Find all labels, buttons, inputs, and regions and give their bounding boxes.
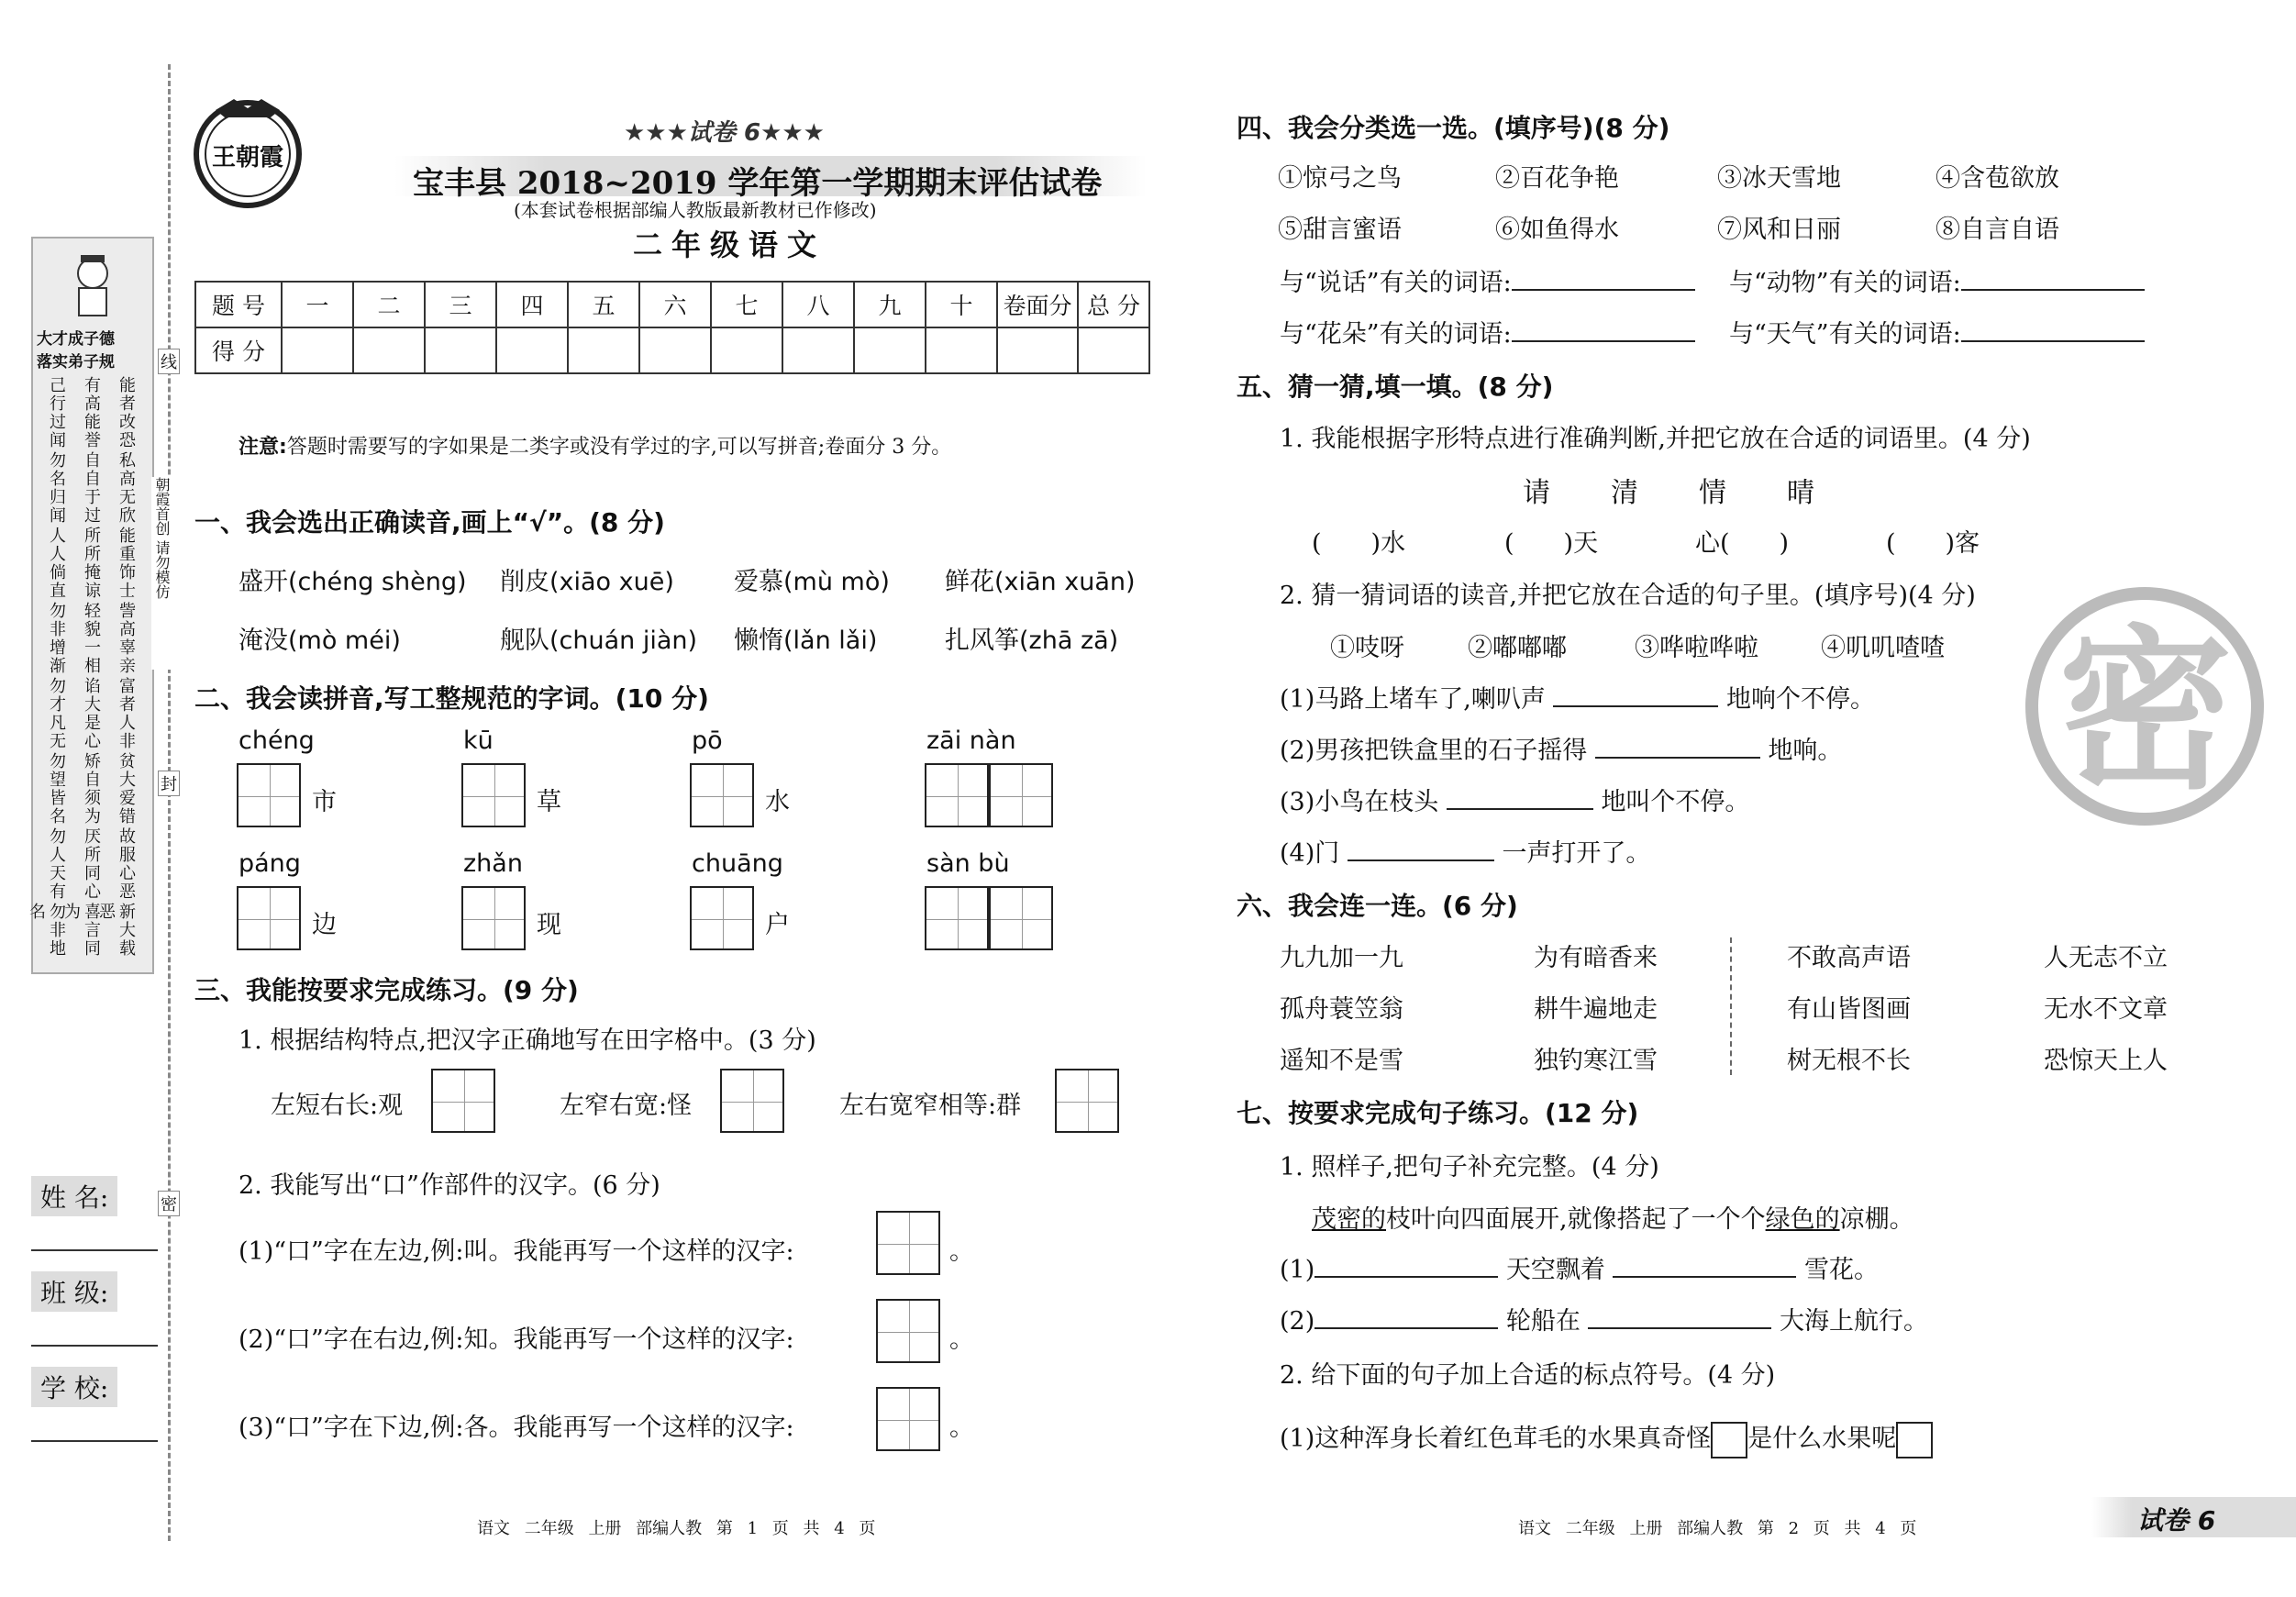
q7-line1-post: 雪花。 — [1804, 1256, 1880, 1284]
footer-right: 语文 二年级 上册 部编人教 第 2 页 共 4 页 — [1518, 1519, 1917, 1538]
score-input-cell[interactable] — [1078, 327, 1149, 373]
score-header-cell: 四 — [496, 282, 568, 327]
score-header-cell: 一 — [282, 282, 353, 327]
q2-tianzige[interactable] — [989, 763, 1053, 827]
q5-fill[interactable]: ( )天 — [1504, 529, 1599, 558]
q2-tianzige[interactable] — [925, 763, 989, 827]
motto-column: 富者人非 — [116, 677, 136, 750]
q5-sub2: 2. 猜一猜词语的读音,并把它放在合适的句子里。(填序号)(4 分) — [1280, 582, 1976, 610]
score-input-cell[interactable] — [997, 327, 1078, 373]
q6-item[interactable]: 恐惊天上人 — [2044, 1047, 2168, 1075]
footer-left: 语文 二年级 上册 部编人教 第 1 页 共 4 页 — [477, 1519, 876, 1538]
q6-item[interactable]: 遥知不是雪 — [1280, 1047, 1403, 1075]
q4-title: 四、我会分类选一选。(填序号)(8 分) — [1237, 113, 1670, 143]
score-input-cell[interactable] — [353, 327, 425, 373]
q7-example-word2: 绿色的 — [1765, 1205, 1840, 1234]
score-header-cell: 八 — [782, 282, 854, 327]
q4-prompt — [1280, 314, 1695, 349]
q4-option: ⑧自言自语 — [1936, 216, 2059, 244]
q3-kou-period: 。 — [949, 1237, 974, 1266]
q5-title: 五、猜一猜,填一填。(8 分) — [1237, 372, 1554, 402]
q4-prompt-label: 与“动物”有关的词语: — [1729, 269, 1961, 297]
q2-pinyin: chuāng — [692, 849, 783, 878]
score-input-cell[interactable] — [568, 327, 639, 373]
q3-kou-tianzige[interactable] — [876, 1299, 940, 1363]
q4-option: ⑦风和日丽 — [1717, 216, 1841, 244]
q2-pinyin: chéng — [238, 726, 315, 755]
q3-kou-prompt: (3)“口”字在下边,例:各。我能再写一个这样的汉字: — [238, 1414, 794, 1442]
score-input-cell[interactable] — [282, 327, 353, 373]
score-input-cell[interactable] — [425, 327, 496, 373]
q5-sentence — [1280, 679, 1875, 715]
motto-column: 喜言同为 — [61, 903, 101, 958]
q4-option: ③冰天雪地 — [1717, 164, 1841, 193]
q2-tianzige[interactable] — [690, 886, 754, 950]
motto-column: 有高能誉 — [82, 376, 101, 449]
q1-option[interactable]: 淹没(mò méi) — [238, 627, 401, 655]
svg-text:王朝霞: 王朝霞 — [211, 144, 284, 172]
q5-sentence-post: 地响个不停。 — [1726, 685, 1876, 714]
margin-word-mi: 密 — [158, 1191, 180, 1216]
motto-column: 能重饰士 — [116, 527, 136, 600]
q5-word: ①吱呀 — [1330, 634, 1404, 662]
score-header-cell: 七 — [711, 282, 782, 327]
q5-sentence-blank[interactable] — [1553, 682, 1718, 707]
q7-example-end: 凉棚。 — [1839, 1205, 1914, 1234]
q6-item[interactable]: 无水不文章 — [2044, 995, 2168, 1024]
q1-option[interactable]: 削皮(xiāo xuē) — [500, 568, 674, 596]
q4-prompt — [1729, 262, 2145, 298]
q2-title: 二、我会读拼音,写工整规范的字词。(10 分) — [194, 683, 709, 714]
q6-item[interactable]: 为有暗香来 — [1534, 944, 1658, 972]
q3-structure-label: 左短右长:观 — [271, 1092, 404, 1120]
q2-pinyin: kū — [463, 726, 494, 755]
q4-option: ⑤甜言蜜语 — [1278, 216, 1402, 244]
score-input-cell[interactable] — [711, 327, 782, 373]
q7-punct-b: 是什么水果呢 — [1747, 1425, 1897, 1453]
q2-tianzige[interactable] — [461, 886, 526, 950]
q3-kou-period: 。 — [949, 1325, 974, 1354]
q3-kou-prompt: (2)“口”字在右边,例:知。我能再写一个这样的汉字: — [238, 1325, 794, 1354]
notice — [238, 431, 951, 460]
q5-char: 请 — [1523, 477, 1550, 509]
publisher-logo — [183, 92, 312, 211]
paper-title: 宝丰县 2018~2019 学年第一学期期末评估试卷 — [413, 165, 1103, 202]
motto-column: 勿人天有 — [47, 827, 66, 901]
q7-line2-mid: 轮船在 — [1505, 1307, 1581, 1336]
q4-answer-blank[interactable] — [1961, 265, 2145, 291]
q4-prompt-label: 与“花朵”有关的词语: — [1280, 320, 1512, 349]
q2-tianzige[interactable] — [690, 763, 754, 827]
q7-sub2: 2. 给下面的句子加上合适的标点符号。(4 分) — [1280, 1361, 1776, 1390]
q7-line2-post: 大海上航行。 — [1780, 1307, 1929, 1336]
q4-answer-blank[interactable] — [1512, 265, 1695, 291]
q7-line1-num: (1) — [1280, 1256, 1315, 1284]
q3-structure-label: 左右宽窄相等:群 — [839, 1092, 1022, 1120]
q1-option[interactable]: 舰队(chuán jiàn) — [500, 627, 698, 655]
q7-sub1: 1. 照样子,把句子补充完整。(4 分) — [1280, 1153, 1659, 1181]
motto-column: 勿非地名 — [27, 903, 66, 958]
q2-pinyin: zhǎn — [463, 849, 523, 878]
q2-given-char: 现 — [537, 911, 561, 939]
q5-sentence-pre: (3)小鸟在枝头 — [1280, 788, 1439, 816]
q4-option: ②百花争艳 — [1495, 164, 1619, 193]
q5-sentence-blank[interactable] — [1595, 733, 1760, 759]
q2-tianzige[interactable] — [237, 763, 301, 827]
motto-column: 勿非增渐 — [47, 602, 66, 675]
q5-sentence-pre: (1)马路上堵车了,喇叭声 — [1280, 685, 1546, 714]
notice-text: 答题时需要写的字如果是二类字或没有学过的字,可以写拼音;卷面分 3 分。 — [286, 436, 952, 459]
q2-pinyin: zāi nàn — [926, 726, 1016, 755]
score-header-cell: 卷面分 — [997, 282, 1078, 327]
q7-line1-blank1[interactable] — [1314, 1252, 1498, 1278]
motto-title-1: 大才成子德 — [37, 330, 115, 349]
q4-prompt-label: 与“说话”有关的词语: — [1280, 269, 1512, 297]
score-input-cell[interactable] — [854, 327, 926, 373]
motto-column: 故服心恶 — [116, 827, 136, 901]
q7-example-word1: 茂密的 — [1312, 1205, 1386, 1234]
score-input-cell[interactable] — [926, 327, 997, 373]
q5-sentence — [1280, 833, 1650, 869]
q1-option[interactable]: 懒惰(lǎn lǎi) — [734, 627, 878, 655]
margin-notice: 朝霞首创 请勿模仿 — [151, 477, 172, 670]
q7-punct — [1280, 1418, 1933, 1458]
q5-sentence — [1280, 782, 1749, 817]
motto-column: 谄大是心 — [82, 677, 101, 750]
q3-kou-tianzige[interactable] — [876, 1387, 940, 1451]
q5-fill[interactable]: 心( ) — [1695, 529, 1790, 558]
q3-tianzige[interactable] — [1055, 1069, 1119, 1133]
q2-given-char: 户 — [765, 911, 790, 939]
q4-option: ⑥如鱼得水 — [1495, 216, 1619, 244]
q5-sentence-post: 地响。 — [1768, 737, 1843, 765]
school-label: 学 校: — [31, 1367, 117, 1407]
q5-sentence-post: 一声打开了。 — [1502, 839, 1651, 868]
q1-option[interactable]: 盛开(chéng shèng) — [238, 568, 467, 596]
q7-line2-num: (2) — [1280, 1307, 1315, 1336]
q7-line2 — [1280, 1301, 1928, 1336]
name-label: 姓 名: — [31, 1176, 117, 1216]
q2-pinyin: pō — [692, 726, 723, 755]
score-row-label: 得 分 — [195, 327, 282, 373]
motto-column: 人人倘直 — [47, 527, 66, 600]
q3-kou-tianzige[interactable] — [876, 1211, 940, 1275]
q2-tianzige[interactable] — [989, 886, 1053, 950]
corner-tag — [2091, 1497, 2296, 1537]
q3-tianzige[interactable] — [720, 1069, 784, 1133]
score-table — [194, 281, 1150, 374]
q5-word: ②嘟嘟嘟 — [1468, 634, 1567, 662]
motto-column: 矫自须为 — [82, 752, 101, 826]
q5-sub1: 1. 我能根据字形特点进行准确判断,并把它放在合适的词语里。(4 分) — [1280, 425, 2031, 453]
q2-tianzige[interactable] — [237, 886, 301, 950]
secret-seal-watermark — [2025, 587, 2264, 826]
q1-option[interactable]: 爱慕(mù mò) — [734, 568, 890, 596]
q1-option[interactable]: 扎风筝(zhā zā) — [945, 627, 1119, 655]
margin-word-xian: 线 — [158, 349, 180, 374]
score-input-cell[interactable] — [782, 327, 854, 373]
motto-column: 私高无欣 — [116, 451, 136, 525]
q4-option: ④含苞欲放 — [1936, 164, 2059, 193]
q2-given-char: 水 — [765, 788, 790, 816]
q5-char: 情 — [1699, 477, 1726, 509]
motto-column: 新大载恶 — [96, 903, 136, 958]
q5-sentence-blank[interactable] — [1447, 784, 1593, 810]
score-header-cell: 题 号 — [195, 282, 282, 327]
q3-tianzige[interactable] — [431, 1069, 495, 1133]
score-header-cell: 三 — [425, 282, 496, 327]
q6-item[interactable]: 不敢高声语 — [1787, 944, 1911, 972]
q5-sentence-pre: (2)男孩把铁盒里的石子摇得 — [1280, 737, 1588, 765]
q7-title: 七、按要求完成句子练习。(12 分) — [1237, 1098, 1639, 1128]
q6-item[interactable]: 有山皆图画 — [1787, 995, 1911, 1024]
q3-kou-period: 。 — [949, 1414, 974, 1442]
q1-title: 一、我会选出正确读音,画上“√”。(8 分) — [194, 507, 665, 538]
score-input-cell[interactable] — [639, 327, 711, 373]
notice-label: 注意: — [238, 436, 287, 459]
motto-column: 厌所同心 — [82, 827, 101, 901]
q7-example — [1312, 1199, 1914, 1235]
q5-sentence — [1280, 730, 1842, 766]
q4-option: ①惊弓之鸟 — [1278, 164, 1402, 193]
q6-item[interactable]: 孤舟蓑笠翁 — [1280, 995, 1403, 1024]
q6-divider — [1730, 937, 1732, 1075]
name-field[interactable] — [31, 1249, 158, 1251]
q4-answer-blank[interactable] — [1961, 316, 2145, 342]
q4-prompt — [1280, 262, 1695, 298]
q4-answer-blank[interactable] — [1512, 316, 1695, 342]
q7-line1-mid: 天空飘着 — [1505, 1256, 1605, 1284]
motto-column: 勿名归闻 — [47, 451, 66, 525]
q5-sentence-post: 地叫个不停。 — [1601, 788, 1750, 816]
q6-item[interactable]: 人无志不立 — [2044, 944, 2168, 972]
q3-structure-label: 左窄右宽:怪 — [560, 1092, 693, 1120]
motto-column: 勿望皆名 — [47, 752, 66, 826]
motto-column: 自自于过 — [82, 451, 101, 525]
q2-given-char: 草 — [537, 788, 561, 816]
motto-column: 能者改恐 — [116, 376, 136, 449]
q6-item[interactable]: 九九加一九 — [1280, 944, 1403, 972]
q2-given-char: 边 — [312, 911, 337, 939]
paper-series: ★★★试卷 6★★★ — [624, 119, 825, 147]
motto-title-2: 落实弟子规 — [37, 353, 115, 372]
paper-grade: 二年级语文 — [633, 227, 826, 262]
q3-sub2: 2. 我能写出“口”作部件的汉字。(6 分) — [238, 1171, 660, 1200]
q7-line2-blank2[interactable] — [1588, 1303, 1771, 1329]
motto-panel — [27, 237, 154, 974]
score-header-cell: 十 — [926, 282, 997, 327]
q2-given-char: 市 — [312, 788, 337, 816]
q7-punct-box1[interactable] — [1711, 1422, 1747, 1458]
q5-fill[interactable]: ( )客 — [1886, 529, 1980, 558]
q3-kou-prompt: (1)“口”字在左边,例:叫。我能再写一个这样的汉字: — [238, 1237, 794, 1266]
motto-column: 所所掩谅 — [82, 527, 101, 600]
q5-word: ③哗啦哗啦 — [1635, 634, 1758, 662]
motto-column: 贫大爱错 — [116, 752, 136, 826]
motto-column: 轻貌一相 — [82, 602, 101, 675]
q6-item[interactable]: 树无根不长 — [1787, 1047, 1911, 1075]
margin-word-feng: 封 — [158, 771, 180, 796]
q4-prompt-label: 与“天气”有关的词语: — [1729, 320, 1961, 349]
motto-column: 己行过闻 — [47, 376, 66, 449]
q2-pinyin: páng — [238, 849, 301, 878]
scholar-figure-icon — [61, 248, 125, 321]
q1-option[interactable]: 鲜花(xiān xuān) — [945, 568, 1136, 596]
q7-line2-blank1[interactable] — [1314, 1303, 1498, 1329]
q2-tianzige[interactable] — [461, 763, 526, 827]
class-field[interactable] — [31, 1345, 158, 1347]
paper-subtitle: (本套试卷根据部编人教版最新教材已作修改) — [514, 199, 877, 221]
secret-seal-char: 密 — [2058, 608, 2234, 813]
q5-fill[interactable]: ( )水 — [1312, 529, 1406, 558]
q3-sub1: 1. 根据结构特点,把汉字正确地写在田字格中。(3 分) — [238, 1026, 816, 1055]
q5-sentence-blank[interactable] — [1348, 836, 1494, 861]
q3-title: 三、我能按要求完成练习。(9 分) — [194, 975, 579, 1005]
binding-line — [168, 64, 171, 1541]
score-header-cell: 六 — [639, 282, 711, 327]
score-header-cell: 九 — [854, 282, 926, 327]
q7-punct-box2[interactable] — [1896, 1422, 1933, 1458]
q2-pinyin: sàn bù — [926, 849, 1010, 878]
q7-line1-blank2[interactable] — [1613, 1252, 1796, 1278]
q5-word: ④叽叽喳喳 — [1821, 634, 1945, 662]
school-field[interactable] — [31, 1440, 158, 1442]
score-input-cell[interactable] — [496, 327, 568, 373]
q6-item[interactable]: 独钓寒江雪 — [1534, 1047, 1658, 1075]
score-header-cell: 五 — [568, 282, 639, 327]
q5-char: 清 — [1611, 477, 1638, 509]
score-header-cell: 二 — [353, 282, 425, 327]
score-header-cell: 总 分 — [1078, 282, 1149, 327]
motto-column: 訾高辜亲 — [116, 602, 136, 675]
q7-punct-a: (1)这种浑身长着红色茸毛的水果真奇怪 — [1280, 1425, 1712, 1453]
class-label: 班 级: — [31, 1271, 117, 1312]
q7-example-mid: 枝叶向四面展开,就像搭起了一个个 — [1386, 1205, 1766, 1234]
q7-line1 — [1280, 1249, 1879, 1285]
q4-prompt — [1729, 314, 2145, 349]
q6-title: 六、我会连一连。(6 分) — [1237, 891, 1518, 921]
corner-tag-text: 试卷 6 — [2137, 1505, 2216, 1536]
q5-sentence-pre: (4)门 — [1280, 839, 1340, 868]
q6-item[interactable]: 耕牛遍地走 — [1534, 995, 1658, 1024]
motto-column: 勿才凡无 — [47, 677, 66, 750]
q5-char: 晴 — [1787, 477, 1814, 509]
q2-tianzige[interactable] — [925, 886, 989, 950]
